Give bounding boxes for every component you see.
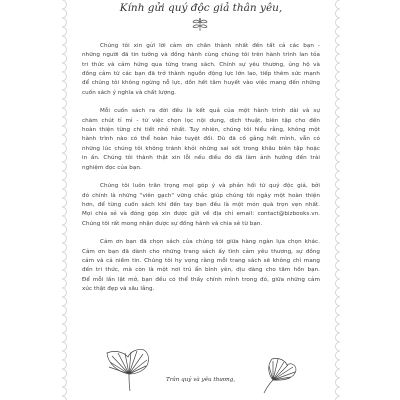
letter-paragraph <box>82 42 320 98</box>
letter-line: Cảm ơn bạn đã chọn sách của chúng tôi giữa hàng ngàn lựa chọn khác. <box>100 239 320 246</box>
letter-signature: Trân quý và yêu thương, <box>166 377 236 383</box>
letter-line: đồng cảm từ các bạn đã trở thành nguồn động lực lớn lao, tiếp thêm sức mạnh <box>82 71 320 78</box>
letter-line: hoàn thiện từng chi tiết nhỏ nhất. Tuy nhiên, chúng tôi hiểu rằng, không một <box>82 127 320 134</box>
letter-line: Chúng tôi xin gửi lời cảm ơn chân thành nhất đến tất cả các bạn - <box>100 43 320 49</box>
leaf-sprig-icon <box>187 18 213 32</box>
letter-line: đến tri thức, mà còn là một nơi trú ẩn bình yên, dịu dàng cho tâm hồn bạn. <box>82 267 320 274</box>
letter-line: Chúng tôi luôn trân trọng mọi góp ý và phản hồi từ quý độc giả, bởi <box>100 183 320 190</box>
letter-line: hơn, để từng cuốn sách khi đến tay bạn đều là một món quà trọn vẹn nhất. <box>82 201 320 208</box>
letter-line: để chúng tôi không ngừng nỗ lực, dồn hết tâm huyết vào việc mang đến những <box>82 80 320 87</box>
letter-line: cuốn sách ý nghĩa và chất lượng. <box>82 89 177 96</box>
letter-line: xúc thật đẹp và sâu lắng. <box>82 286 155 293</box>
letter-line: Mọi chia sẻ và đóng góp xin được gửi về địa chỉ email: contact@bizbooks.vn. <box>82 211 320 218</box>
letter-line: Mỗi cuốn sách ra đời đều là kết quả của một hành trình dài và sự <box>100 108 320 115</box>
letter-line: đó chính là những "viên gạch" vững chắc giúp chúng tôi ngày một hoàn thiện <box>82 192 320 199</box>
letter-body <box>82 42 320 294</box>
scalloped-border-left <box>56 0 76 400</box>
letter-line: hành trình nào có thể hoàn hảo tuyệt đối. Dù đã cố gắng hết mình, vẫn có <box>82 136 320 143</box>
letter-paragraph <box>82 107 320 172</box>
letter-greeting: Kính gửi quý độc giả thân yêu, <box>119 2 283 14</box>
letter-line: Chúng tôi rất mong nhận được sự đồng hành và chia sẻ từ bạn. <box>82 220 263 227</box>
letter-line: chăm chút tỉ mỉ - từ việc chọn lọc nội dung, dịch thuật, biên tập cho đến <box>82 117 320 124</box>
letter-line: in ấn. Chúng tôi thành thật xin lỗi nếu điều đó đã làm ảnh hưởng đến trải <box>82 155 320 162</box>
scalloped-border-right <box>326 0 346 400</box>
letter-line: cảm và cả niềm tin. Chúng tôi hy vọng rằng mỗi trang sách sẽ không chỉ mang <box>82 258 320 265</box>
letter-line: Để mỗi lần lật mở, bạn đều có thể thấy chính mình trong đó, giữa những cảm <box>82 276 320 283</box>
letter-line: những lúc chúng tôi không tránh khỏi những sai sót trong khâu biên tập hoặc <box>82 145 320 152</box>
ginkgo-leaf-icon <box>104 348 154 392</box>
letter-paragraph <box>82 238 320 294</box>
letter-line: nghiệm đọc của bạn. <box>82 164 142 171</box>
letter-paragraph <box>82 182 320 229</box>
letter-line: những người đã tin tưởng và đồng hành cùng chúng tôi trên hành trình lan tỏa <box>82 52 320 59</box>
letter-line: tri thức và cảm hứng qua từng trang sách. Chính sự yêu thương, ủng hộ và <box>82 61 320 68</box>
letter-line: Cảm ơn bạn đã dành cho những trang sách ấy tình cảm yêu thương, sự đồng <box>82 248 320 255</box>
ginkgo-leaf-icon <box>258 356 298 394</box>
